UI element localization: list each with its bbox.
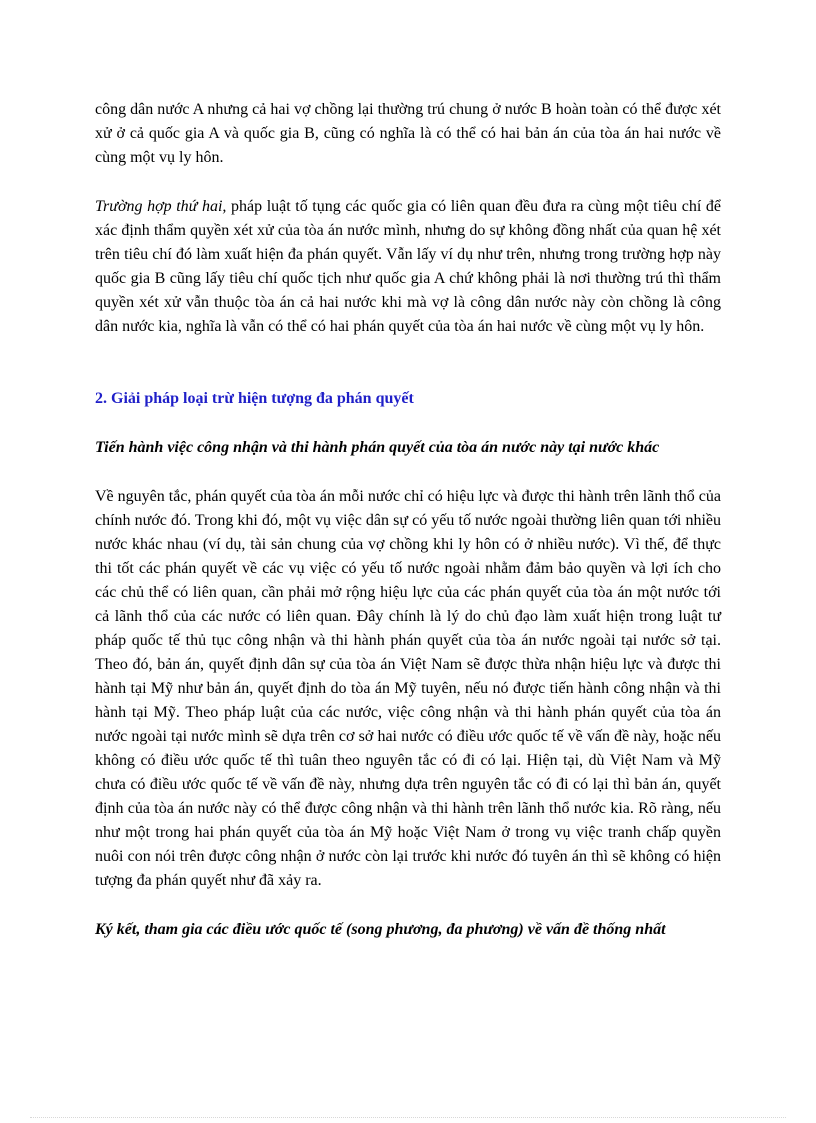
document-page — [95, 98, 721, 967]
subheading-recognition: Tiến hành việc công nhận và thi hành phán quyết của tòa án nước này tại nước khác — [95, 439, 660, 456]
paragraph-recognition: Về nguyên tắc, phán quyết của tòa án mỗi nước chỉ có hiệu lực và được thi hành trên lãnh thổ của chính nước đó. Trong khi đó, một vụ việc dân sự có yếu tố nước ngoài thường liên quan tới nhiều nước khác nhau (ví dụ, tài sản chung của vợ chồng khi ly hôn có ở nhiều nước). Vì thế, để thực thi tốt các phán quyết về các vụ việc có yếu tố nước ngoài nhằm đảm bảo quyền và lợi ích cho các chủ thể có liên quan, cần phải mở rộng hiệu lực của các phán quyết của tòa án một nước tới cả lãnh thổ của các nước có liên quan. Đây chính là lý do chủ đạo làm xuất hiện trong luật tư pháp quốc tế thủ tục công nhận và thi hành phán quyết của tòa án nước ngoài tại nước sở tại. Theo đó, bản án, quyết định dân sự của tòa án Việt Nam sẽ được thừa nhận hiệu lực và được thi hành tại Mỹ như bản án, quyết định do tòa án Mỹ tuyên, nếu nó được tiến hành công nhận và thi hành tại Mỹ. Theo pháp luật của các nước, việc công nhận và thi hành phán quyết của tòa án nước ngoài tại nước mình sẽ dựa trên cơ sở hai nước có điều ước quốc tế về vấn đề này, hoặc nếu không có điều ước quốc tế thì tuân theo nguyên tắc có đi có lại. Hiện tại, dù Việt Nam và Mỹ chưa có điều ước quốc tế về vấn đề này, nhưng dựa trên nguyên tắc có đi có lại thì bản án, quyết định của tòa án nước này có thể được công nhận và thi hành trên lãnh thổ nước kia. Rõ ràng, nếu như một trong hai phán quyết của tòa án Mỹ hoặc Việt Nam ở trong vụ việc tranh chấp quyền nuôi con nói trên được công nhận ở nước còn lại trước khi nước đó tuyên án thì sẽ không có hiện tượng đa phán quyết như đã xảy ra. — [95, 488, 721, 889]
second-case-body: pháp luật tố tụng các quốc gia có liên quan đều đưa ra cùng một tiêu chí để xác định thẩm quyền xét xử của tòa án nước mình, nhưng do sự không đồng nhất của quan hệ xét trên tiêu chí đó làm xuất hiện đa phán quyết. Vẫn lấy ví dụ như trên, nhưng trong trường hợp này quốc gia B cũng lấy tiêu chí quốc tịch như quốc gia A chứ không phải là nơi thường trú thì thẩm quyền xét xử vẫn thuộc tòa án cả hai nước khi mà vợ là công dân nước này còn chồng là công dân nước kia, nghĩa là vẫn có thể có hai phán quyết của tòa án hai nước về cùng một vụ ly hôn. — [95, 198, 721, 335]
section-heading: 2. Giải pháp loại trừ hiện tượng đa phán quyết — [95, 390, 414, 407]
paragraph-second-case — [95, 195, 721, 339]
second-case-lead: Trường hợp thứ hai, — [95, 198, 227, 215]
page-bottom-border — [30, 1117, 786, 1118]
paragraph-intro: công dân nước A nhưng cả hai vợ chồng lại thường trú chung ở nước B hoàn toàn có thể được xét xử ở cả quốc gia A và quốc gia B, cũng có nghĩa là có thể có hai bản án của tòa án hai nước về cùng một vụ ly hôn. — [95, 101, 721, 166]
subheading-treaties: Ký kết, tham gia các điều ước quốc tế (song phương, đa phương) về vấn đề thống nhất — [95, 921, 666, 938]
